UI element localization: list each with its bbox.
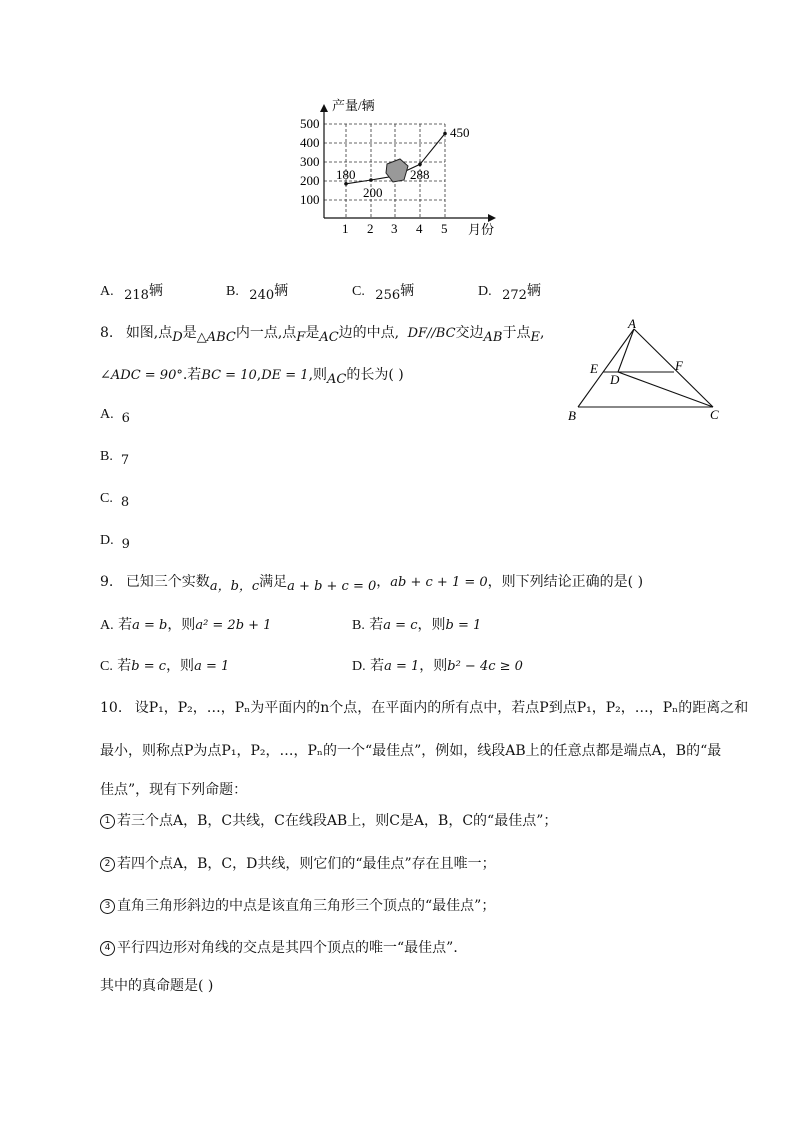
option-text: ，则 <box>167 617 196 633</box>
y-axis-label: 产量/辆 <box>332 98 375 113</box>
option-letter: B. <box>352 618 365 633</box>
q9-text: 满足 <box>259 574 288 590</box>
x-axis-label: 月份 <box>468 222 495 237</box>
option-value: 6 <box>121 411 130 426</box>
q8-option-c[interactable] <box>100 490 130 510</box>
option-text: 若 <box>369 617 384 633</box>
option-letter: B. <box>226 284 239 299</box>
option-text: ，则 <box>417 617 446 633</box>
option-value: 218 <box>124 288 149 303</box>
data-label-450: 450 <box>450 125 470 140</box>
q9-option-b[interactable] <box>352 614 481 634</box>
q10-line3: 佳点”，现有下列命题： <box>100 782 248 798</box>
option-unit: 辆 <box>148 283 163 299</box>
y-tick-400: 400 <box>300 135 320 150</box>
math-eq: b² − 4c ≥ 0 <box>447 659 523 674</box>
q9-text: 已知三个实数 <box>125 574 210 590</box>
question-number: 10. <box>100 700 123 716</box>
math-eq: a + b + c = 0 <box>287 579 377 594</box>
q10-item-1: 若三个点A，B，C共线，C在线段AB上，则C是A，B，C的“最佳点”； <box>117 813 558 829</box>
vertex-label-f: F <box>675 358 683 373</box>
y-tick-500: 500 <box>300 116 320 131</box>
q8-option-d[interactable] <box>100 532 130 552</box>
q10-line1 <box>100 697 748 717</box>
option-letter: A. <box>100 284 114 299</box>
data-label-288: 288 <box>410 167 430 182</box>
q7-option-a[interactable] <box>100 280 163 303</box>
option-value: 240 <box>249 288 275 303</box>
option-letter: A. <box>100 618 114 633</box>
q8-text: 边的中点, <box>338 325 400 341</box>
math-eq: ab + c + 1 = 0 <box>390 575 488 590</box>
y-tick-200: 200 <box>300 173 320 188</box>
q10-item-3: 直角三角形斜边的中点是该直角三角形三个顶点的“最佳点”； <box>117 898 496 914</box>
circled-number-2: 2 <box>100 857 115 872</box>
math-eq: a² = 2b + 1 <box>195 618 272 633</box>
q9-text: ，则下列结论正确的是( ) <box>487 574 644 590</box>
option-letter: D. <box>352 659 366 674</box>
math-eq: a = 1 <box>384 659 420 674</box>
q8-text: .若 <box>182 367 202 383</box>
option-letter: B. <box>100 449 113 464</box>
q8-text: 的长为( ) <box>346 367 404 383</box>
q7-option-d[interactable] <box>478 280 541 303</box>
q9-stem <box>100 571 644 594</box>
math-eq: a = c <box>383 618 418 633</box>
math-segment: AC <box>327 372 347 387</box>
q10-line2: 最小，则称点P为点P₁，P₂，…，Pₙ的一个“最佳点”，例如，线段AB上的任意点都是端点A，B的“最 <box>100 743 722 759</box>
option-text: ，则 <box>166 658 195 674</box>
math-eq: a = 1 <box>194 659 230 674</box>
math-eq: DE = 1 <box>261 368 309 383</box>
math-eq: b = c <box>131 659 167 674</box>
option-value: 256 <box>375 288 401 303</box>
y-tick-300: 300 <box>300 154 320 169</box>
q8-line2 <box>100 364 404 387</box>
option-text: 若 <box>118 617 133 633</box>
q9-option-d[interactable] <box>352 655 523 675</box>
y-tick-100: 100 <box>300 192 320 207</box>
option-unit: 辆 <box>400 283 415 299</box>
option-value: 7 <box>120 453 130 468</box>
option-letter: C. <box>100 659 113 674</box>
y-axis-arrow <box>320 104 328 112</box>
data-point-1 <box>344 182 348 186</box>
option-text: 若 <box>370 658 385 674</box>
vertex-label-a: A <box>628 316 636 331</box>
math-vars: a，b，c <box>209 579 260 594</box>
option-letter: C. <box>100 491 113 506</box>
x-axis-arrow <box>488 214 496 222</box>
q8-option-b[interactable] <box>100 448 130 468</box>
option-text: 若 <box>117 658 132 674</box>
q9-option-c[interactable] <box>100 655 229 675</box>
vertex-label-c: C <box>710 407 719 422</box>
q9-option-a[interactable] <box>100 614 271 634</box>
data-point-4 <box>418 163 422 167</box>
x-tick-2: 2 <box>367 221 374 236</box>
q8-text: 是 <box>182 325 197 341</box>
q8-text: 内一点,点 <box>235 325 297 341</box>
x-tick-5: 5 <box>441 221 448 236</box>
math-eq: a = b <box>132 618 168 633</box>
math-var: F <box>296 330 306 345</box>
math-triangle: △ABC <box>196 330 236 345</box>
option-value: 8 <box>120 495 130 510</box>
math-eq: b = 1 <box>445 618 482 633</box>
q8-text: , <box>539 325 545 341</box>
data-label-180: 180 <box>336 167 356 182</box>
option-unit: 辆 <box>274 283 289 299</box>
q10-closing: 其中的真命题是( ) <box>100 978 214 994</box>
option-letter: D. <box>100 533 114 548</box>
data-point-5 <box>443 132 447 136</box>
x-tick-1: 1 <box>342 221 349 236</box>
question-number: 8. <box>100 325 114 341</box>
math-var: E <box>530 330 540 345</box>
x-tick-3: 3 <box>391 221 398 236</box>
math-var: D <box>172 330 183 345</box>
math-segment: AC <box>319 330 339 345</box>
ink-blot <box>386 159 408 182</box>
q8-text: 如图,点 <box>125 325 173 341</box>
q8-text: 于点 <box>502 325 531 341</box>
vertex-label-e: E <box>590 361 598 376</box>
math-eq: BC = 10 <box>201 368 257 383</box>
circled-number-3: 3 <box>100 899 115 914</box>
circled-number-4: 4 <box>100 941 115 956</box>
option-letter: D. <box>478 284 492 299</box>
vertex-label-b: B <box>568 408 576 423</box>
option-unit: 辆 <box>526 283 541 299</box>
q8-line1 <box>100 322 545 345</box>
q10-text: 设P₁，P₂，…，Pₙ为平面内的n个点，在平面内的所有点中，若点P到点P₁，P₂，…，Pₙ的距离之和 <box>134 700 749 716</box>
circled-number-1: 1 <box>100 814 115 829</box>
math-angle: ∠ADC = 90° <box>100 368 183 383</box>
data-point-2 <box>369 178 373 182</box>
math-parallel: DF//BC <box>407 326 456 341</box>
question-number: 9. <box>100 574 114 590</box>
q9-text: ， <box>376 574 391 590</box>
option-letter: C. <box>352 284 365 299</box>
q8-text: , <box>256 367 262 383</box>
x-tick-4: 4 <box>416 221 423 236</box>
production-line-chart <box>290 92 510 242</box>
option-text: ，则 <box>419 658 448 674</box>
q10-item-2: 若四个点A，B，C，D共线，则它们的“最佳点”存在且唯一； <box>117 856 496 872</box>
vertex-label-d: D <box>610 372 620 387</box>
math-segment: AB <box>483 330 503 345</box>
q8-option-a[interactable] <box>100 406 130 426</box>
option-letter: A. <box>100 407 114 422</box>
option-value: 272 <box>502 288 527 303</box>
q8-text: 是 <box>305 325 320 341</box>
q10-item-4: 平行四边形对角线的交点是其四个顶点的唯一“最佳点”． <box>117 940 468 956</box>
option-value: 9 <box>121 537 130 552</box>
q7-option-b[interactable] <box>226 280 289 303</box>
triangle-figure <box>560 315 740 430</box>
q7-option-c[interactable] <box>352 280 415 303</box>
q8-text: 交边 <box>455 325 484 341</box>
data-label-200: 200 <box>363 185 383 200</box>
q8-text: ,则 <box>308 367 328 383</box>
